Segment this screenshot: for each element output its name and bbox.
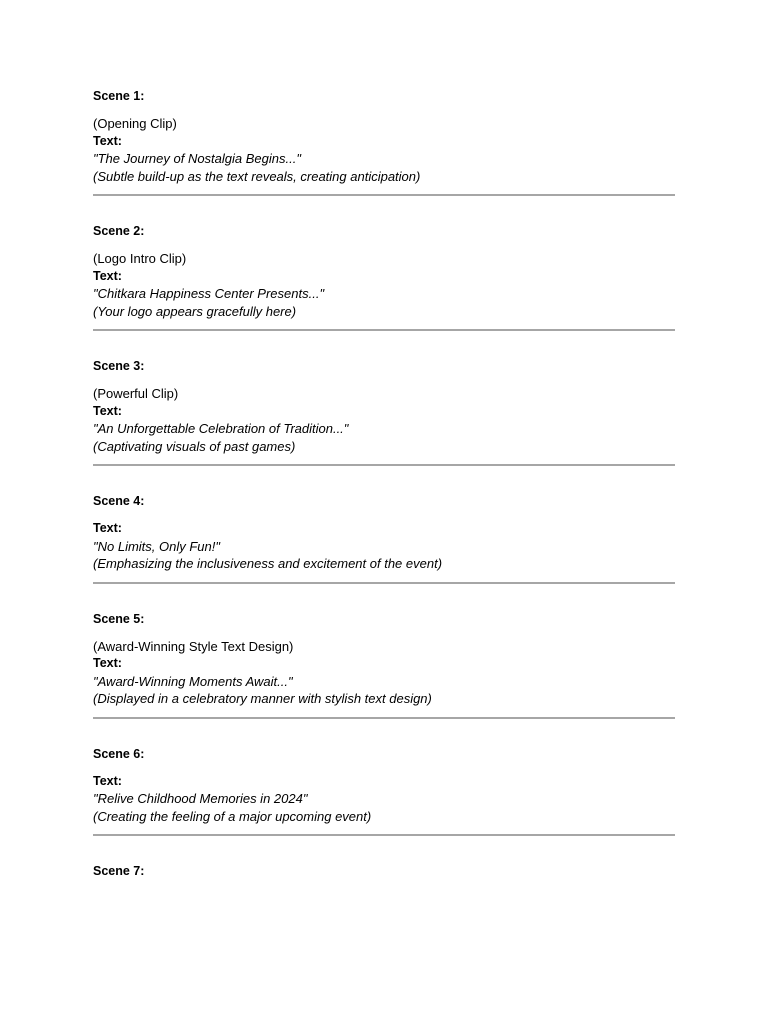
scene-heading: Scene 6:	[93, 746, 145, 761]
horizontal-rule	[93, 717, 675, 719]
scene-text-label: Text:	[93, 133, 122, 148]
scene-text-label: Text:	[93, 268, 122, 283]
scene-clip: (Award-Winning Style Text Design)	[93, 638, 294, 654]
scene-heading: Scene 2:	[93, 224, 145, 238]
scene-heading: Scene 3:	[93, 359, 145, 373]
scene-text-label: Text:	[93, 656, 122, 670]
scene-5	[93, 611, 675, 708]
scene-note: (Your logo appears gracefully here)	[93, 303, 297, 319]
scene-clip: (Logo Intro Clip)	[93, 251, 187, 266]
scene-3	[93, 358, 675, 455]
document-page	[93, 88, 675, 890]
scene-heading: Scene 7:	[93, 864, 145, 878]
scene-quote: "Award-Winning Moments Await..."	[93, 673, 293, 689]
scene-note: (Creating the feeling of a major upcoming event)	[93, 808, 372, 824]
scene-7	[93, 863, 675, 880]
scene-quote: "No Limits, Only Fun!"	[93, 538, 220, 554]
scene-clip: (Powerful Clip)	[93, 386, 179, 401]
scene-quote: "An Unforgettable Celebration of Tradition..."	[93, 421, 349, 436]
scene-heading: Scene 4:	[93, 494, 145, 508]
scene-quote: "Chitkara Happiness Center Presents..."	[93, 286, 325, 301]
scene-1	[93, 88, 675, 185]
horizontal-rule	[93, 834, 675, 836]
horizontal-rule	[93, 582, 675, 584]
scene-text-label: Text:	[93, 521, 122, 535]
scene-text-label: Text:	[93, 403, 122, 418]
scene-4	[93, 493, 675, 573]
scene-note: (Captivating visuals of past games)	[93, 438, 296, 454]
horizontal-rule	[93, 329, 675, 331]
scene-2	[93, 223, 675, 320]
horizontal-rule	[93, 194, 675, 196]
scene-heading: Scene 5:	[93, 611, 145, 626]
horizontal-rule	[93, 464, 675, 466]
scene-note: (Displayed in a celebratory manner with stylish text design)	[93, 691, 432, 706]
scene-note: (Subtle build-up as the text reveals, creating anticipation)	[93, 168, 421, 184]
scene-quote: "Relive Childhood Memories in 2024"	[93, 791, 308, 806]
scene-clip: (Opening Clip)	[93, 116, 177, 131]
scene-heading: Scene 1:	[93, 89, 145, 103]
scene-quote: "The Journey of Nostalgia Begins..."	[93, 151, 301, 166]
scene-6	[93, 746, 675, 826]
scene-note: (Emphasizing the inclusiveness and excitement of the event)	[93, 556, 443, 571]
scene-text-label: Text:	[93, 773, 122, 788]
